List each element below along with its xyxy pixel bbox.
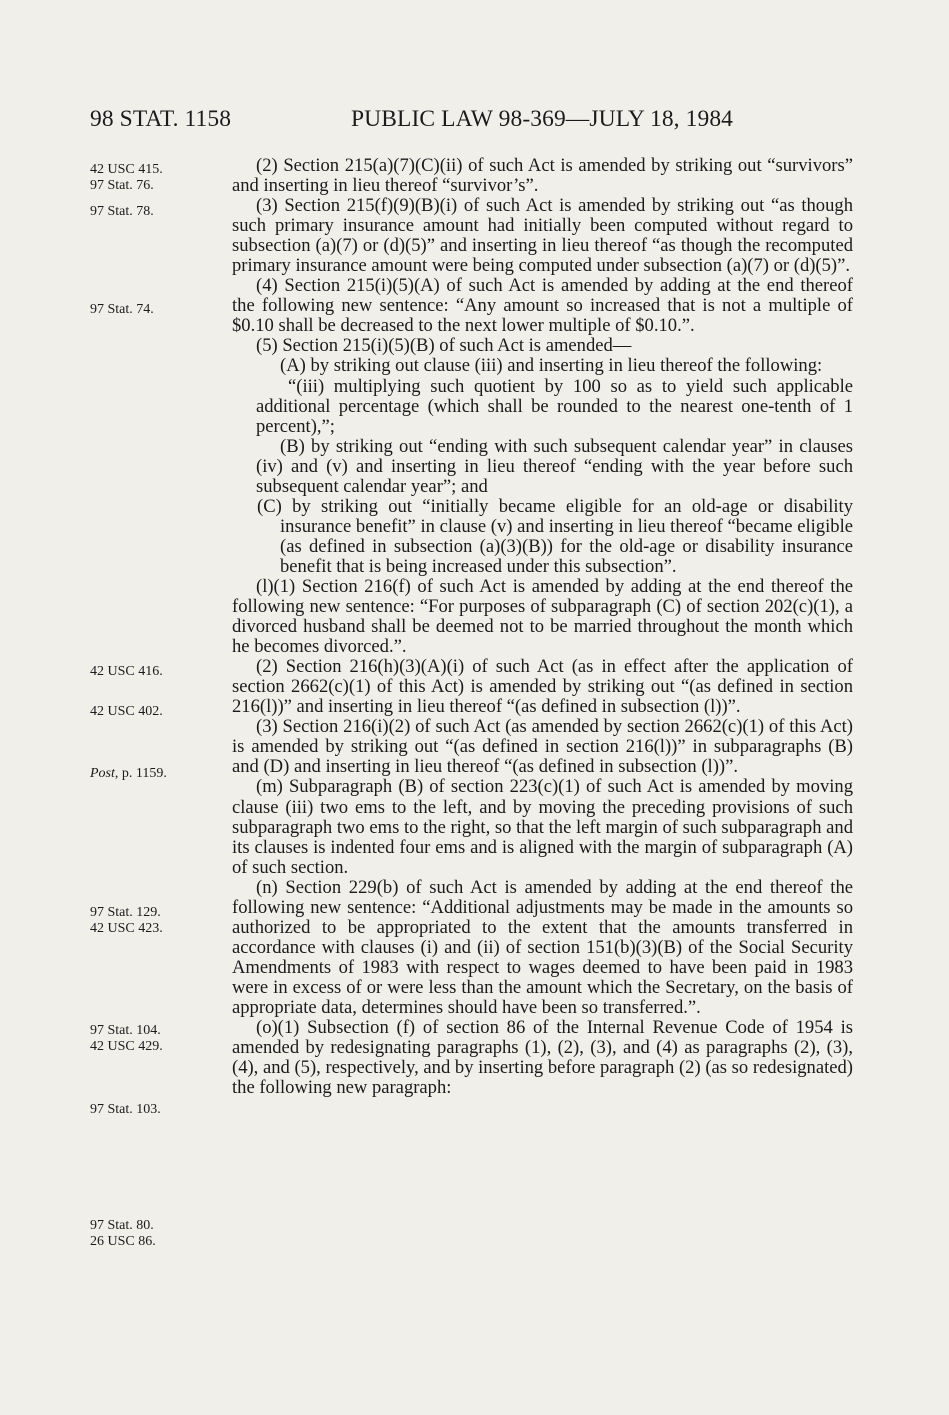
paragraph: (n) Section 229(b) of such Act is amended by adding at the end thereof the following new sentence: “Additional adjustments may be made in the amounts so authorized to be appropriated to the extent that the amounts transferred in accordance with clauses (i) and (ii) of section 151(b)(3)(B) of the Social Security Amendments of 1983 with respect to wages deemed to have been paid in 1983 were in excess of or were less than the amount which the Secretary, on the basis of appropriate data, determines should have been so transferred.”. <box>232 876 853 1018</box>
margin-note: 97 Stat. 74. <box>90 302 154 317</box>
paragraph: (4) Section 215(i)(5)(A) of such Act is amended by adding at the end thereof the following new sentence: “Any amount so increased that is not a multiple of $0.10 shall be decreased to the next lower multiple of $0.10.”. <box>232 275 853 337</box>
subparagraph: (A) by striking out clause (iii) and inserting in lieu thereof the following: <box>280 355 823 377</box>
margin-note: 97 Stat. 129. <box>90 905 161 920</box>
margin-note: 97 Stat. 78. <box>90 204 154 219</box>
paragraph: (3) Section 216(i)(2) of such Act (as amended by section 2662(c)(1) of this Act) is amended by striking out “(as defined in section 216(l))” in subparagraphs (B) and (D) and inserting in lieu thereof “(as defined in subsection (l))”. <box>232 716 853 778</box>
margin-note: 42 USC 423. <box>90 921 163 936</box>
paragraph: (3) Section 215(f)(9)(B)(i) of such Act is amended by striking out “as though such primary insurance amount had initially been computed without regard to subsection (a)(7) or (d)(5)” and inserting in lieu thereof “as though the recomputed primary insurance amount were being computed under subsection (a)(7) or (d)(5)”. <box>232 195 853 277</box>
quoted-clause: “(iii) multiplying such quotient by 100 so as to yield such applicable additional percentage (which shall be rounded to the nearest one-tenth of 1 percent),”; <box>256 375 853 437</box>
page-number-header: 98 STAT. 1158 <box>90 106 232 132</box>
paragraph: (5) Section 215(i)(5)(B) of such Act is amended— <box>256 335 632 357</box>
margin-note: 42 USC 429. <box>90 1039 163 1054</box>
body-text <box>232 156 853 1098</box>
paragraph: (l)(1) Section 216(f) of such Act is amended by adding at the end thereof the following new sentence: “For purposes of subparagraph (C) of section 202(c)(1), a divorced husband shall be deemed not to be married throughout the month which he becomes divorced.”. <box>232 575 853 658</box>
margin-note: 97 Stat. 103. <box>90 1102 161 1117</box>
paragraph: (o)(1) Subsection (f) of section 86 of the Internal Revenue Code of 1954 is amended by redesignating paragraphs (1), (2), (3), and (4) as paragraphs (2), (3), (4), and (5), respectively, and by inserting before paragraph (2) (as so redesignated) the following new paragraph: <box>232 1017 853 1099</box>
margin-note: 42 USC 415. <box>90 162 163 177</box>
paragraph: (2) Section 216(h)(3)(A)(i) of such Act (as in effect after the application of section 2662(c)(1) of this Act) is amended by striking out “(as defined in section 216(l))” and inserting in lieu thereof “(as defined in subsection (l))”. <box>232 656 853 718</box>
margin-note-italic: Post <box>90 766 115 781</box>
running-title-header: PUBLIC LAW 98-369—JULY 18, 1984 <box>351 106 734 132</box>
margin-note: 97 Stat. 104. <box>90 1023 161 1038</box>
margin-note: 97 Stat. 76. <box>90 178 154 193</box>
margin-note: 42 USC 402. <box>90 704 163 719</box>
subparagraph: (C) by striking out “initially became eligible for an old-age or disability insurance benefit” in clause (v) and inserting in lieu thereof “became eligible (as defined in subsection (a)(3)(B)) for the old-age or disability insurance benefit that is being increased under this subsection”. <box>257 495 853 577</box>
margin-note: 97 Stat. 80. <box>90 1218 154 1233</box>
paragraph: (m) Subparagraph (B) of section 223(c)(1) of such Act is amended by moving clause (iii) two ems to the left, and by moving the preceding provisions of such subparagraph two ems to the right, so that the left margin of such subparagraph and its clauses is indented four ems and is aligned with the margin of subparagraph (A) of such section. <box>232 776 853 878</box>
subparagraph: (B) by striking out “ending with such subsequent calendar year” in clauses (iv) and (v) and inserting in lieu thereof “ending with the year before such subsequent calendar year”; and <box>256 435 853 497</box>
margin-note: 26 USC 86. <box>90 1234 156 1249</box>
margin-note: 42 USC 416. <box>90 664 163 679</box>
paragraph: (2) Section 215(a)(7)(C)(ii) of such Act is amended by striking out “survivors” and inserting in lieu thereof “survivor’s”. <box>232 155 853 197</box>
margin-note <box>90 765 167 782</box>
margin-note-rest: , p. 1159. <box>114 766 167 781</box>
